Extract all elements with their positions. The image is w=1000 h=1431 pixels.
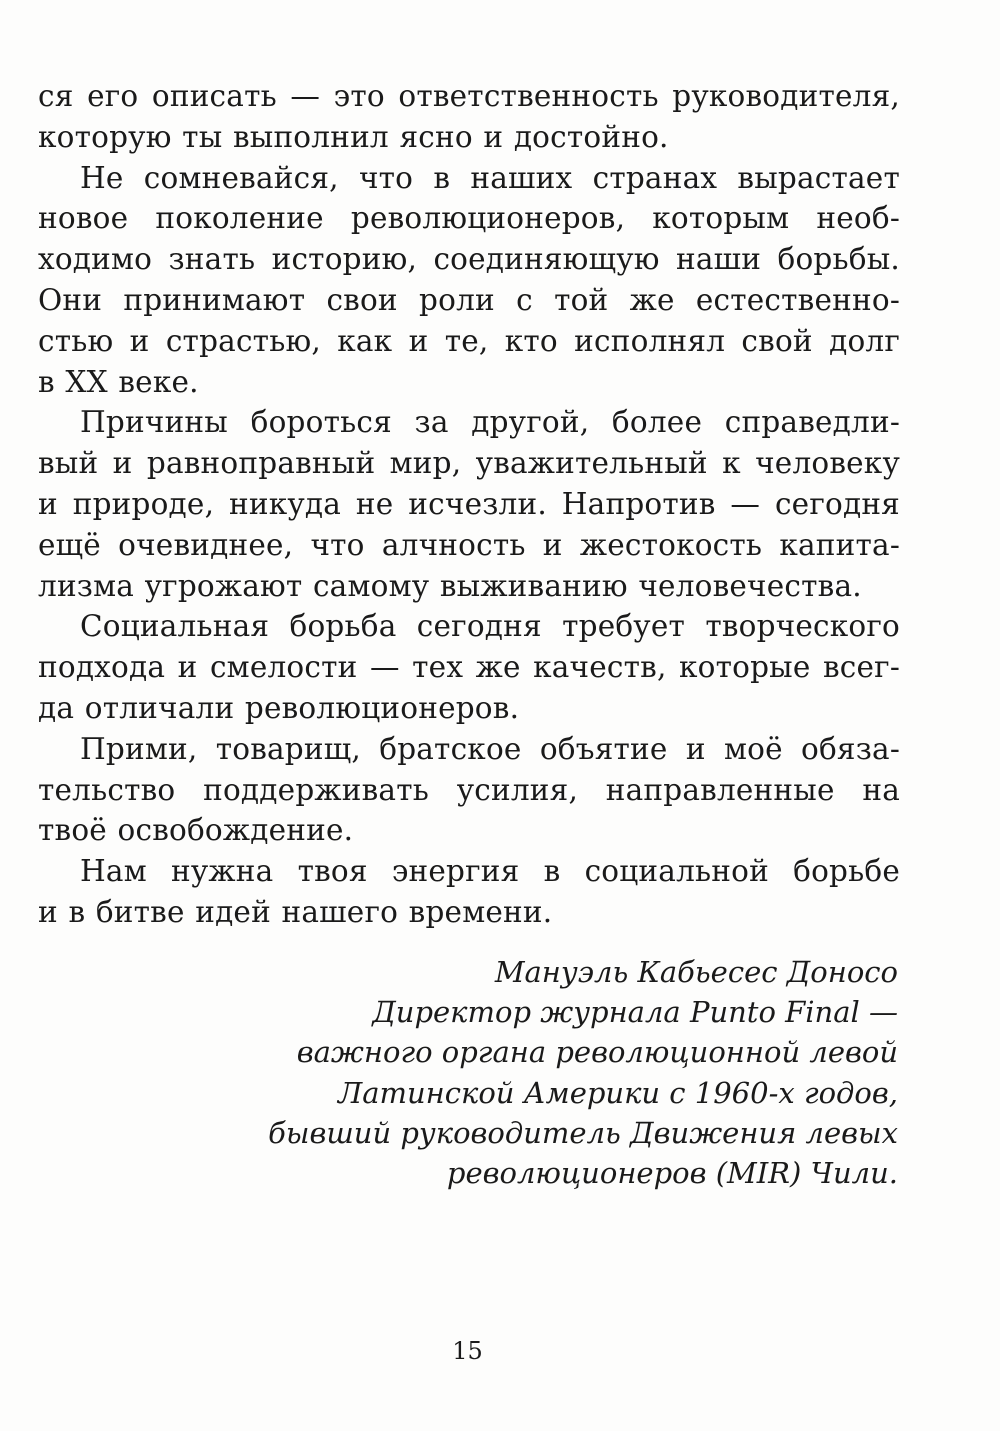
signature-line: революционеров (MIR) Чили. (446, 1156, 898, 1191)
text-line: Нам нужна твоя энергия в социальной борьбе (80, 854, 900, 889)
text-line: Социальная борьба сегодня требует творческого (80, 609, 900, 644)
body-text (38, 76, 900, 933)
page-number: 15 (452, 1337, 483, 1365)
paragraph (38, 402, 900, 606)
text-line: новое поколение революционеров, которым необ- (38, 201, 900, 236)
text-line: ещё очевиднее, что алчность и жестокость капита- (38, 527, 900, 562)
text-line: стью и страстью, как и те, кто исполнял свой долг (38, 323, 900, 358)
text-line: лизма угрожают самому выживанию человечества. (38, 568, 862, 603)
text-line: Не сомневайся, что в наших странах вырастает (80, 160, 900, 195)
text-line: да отличали революционеров. (38, 690, 520, 725)
text-line: тельство поддерживать усилия, направленные на (38, 772, 900, 807)
text-line: и природе, никуда не исчезли. Напротив — сегодня (38, 486, 900, 521)
text-line: Прими, товарищ, братское объятие и моё обяза- (80, 731, 900, 766)
paragraph (38, 76, 900, 158)
text-line: в XX веке. (38, 364, 199, 399)
text-line: ся его описать — это ответственность руководителя, (38, 79, 900, 113)
signature-line: бывший руководитель Движения левых (268, 1115, 898, 1150)
paragraph (38, 158, 900, 403)
text-line: вый и равноправный мир, уважительный к человеку (38, 446, 900, 481)
text-line: и в битве идей нашего времени. (38, 894, 553, 929)
signature-line: важного органа революционной левой (296, 1035, 898, 1070)
text-line: подхода и смелости — тех же качеств, которые всег- (38, 650, 900, 685)
paragraph (38, 851, 900, 933)
text-line: Они принимают свои роли с той же естественно- (38, 282, 900, 317)
text-line: которую ты выполнил ясно и достойно. (38, 119, 669, 154)
signature-line: Мануэль Кабьесес Доносо (494, 955, 898, 989)
signature-line: Латинской Америки с 1960-х годов, (338, 1075, 898, 1110)
text-line: Причины бороться за другой, более справедли- (80, 405, 900, 440)
signature-block (198, 952, 898, 1193)
paragraph (38, 729, 900, 851)
text-line: твоё освобождение. (38, 813, 354, 848)
signature-line: Директор журнала Punto Final — (372, 995, 898, 1030)
text-line: ходимо знать историю, соединяющую наши борьбы. (38, 242, 900, 277)
paragraph (38, 606, 900, 728)
